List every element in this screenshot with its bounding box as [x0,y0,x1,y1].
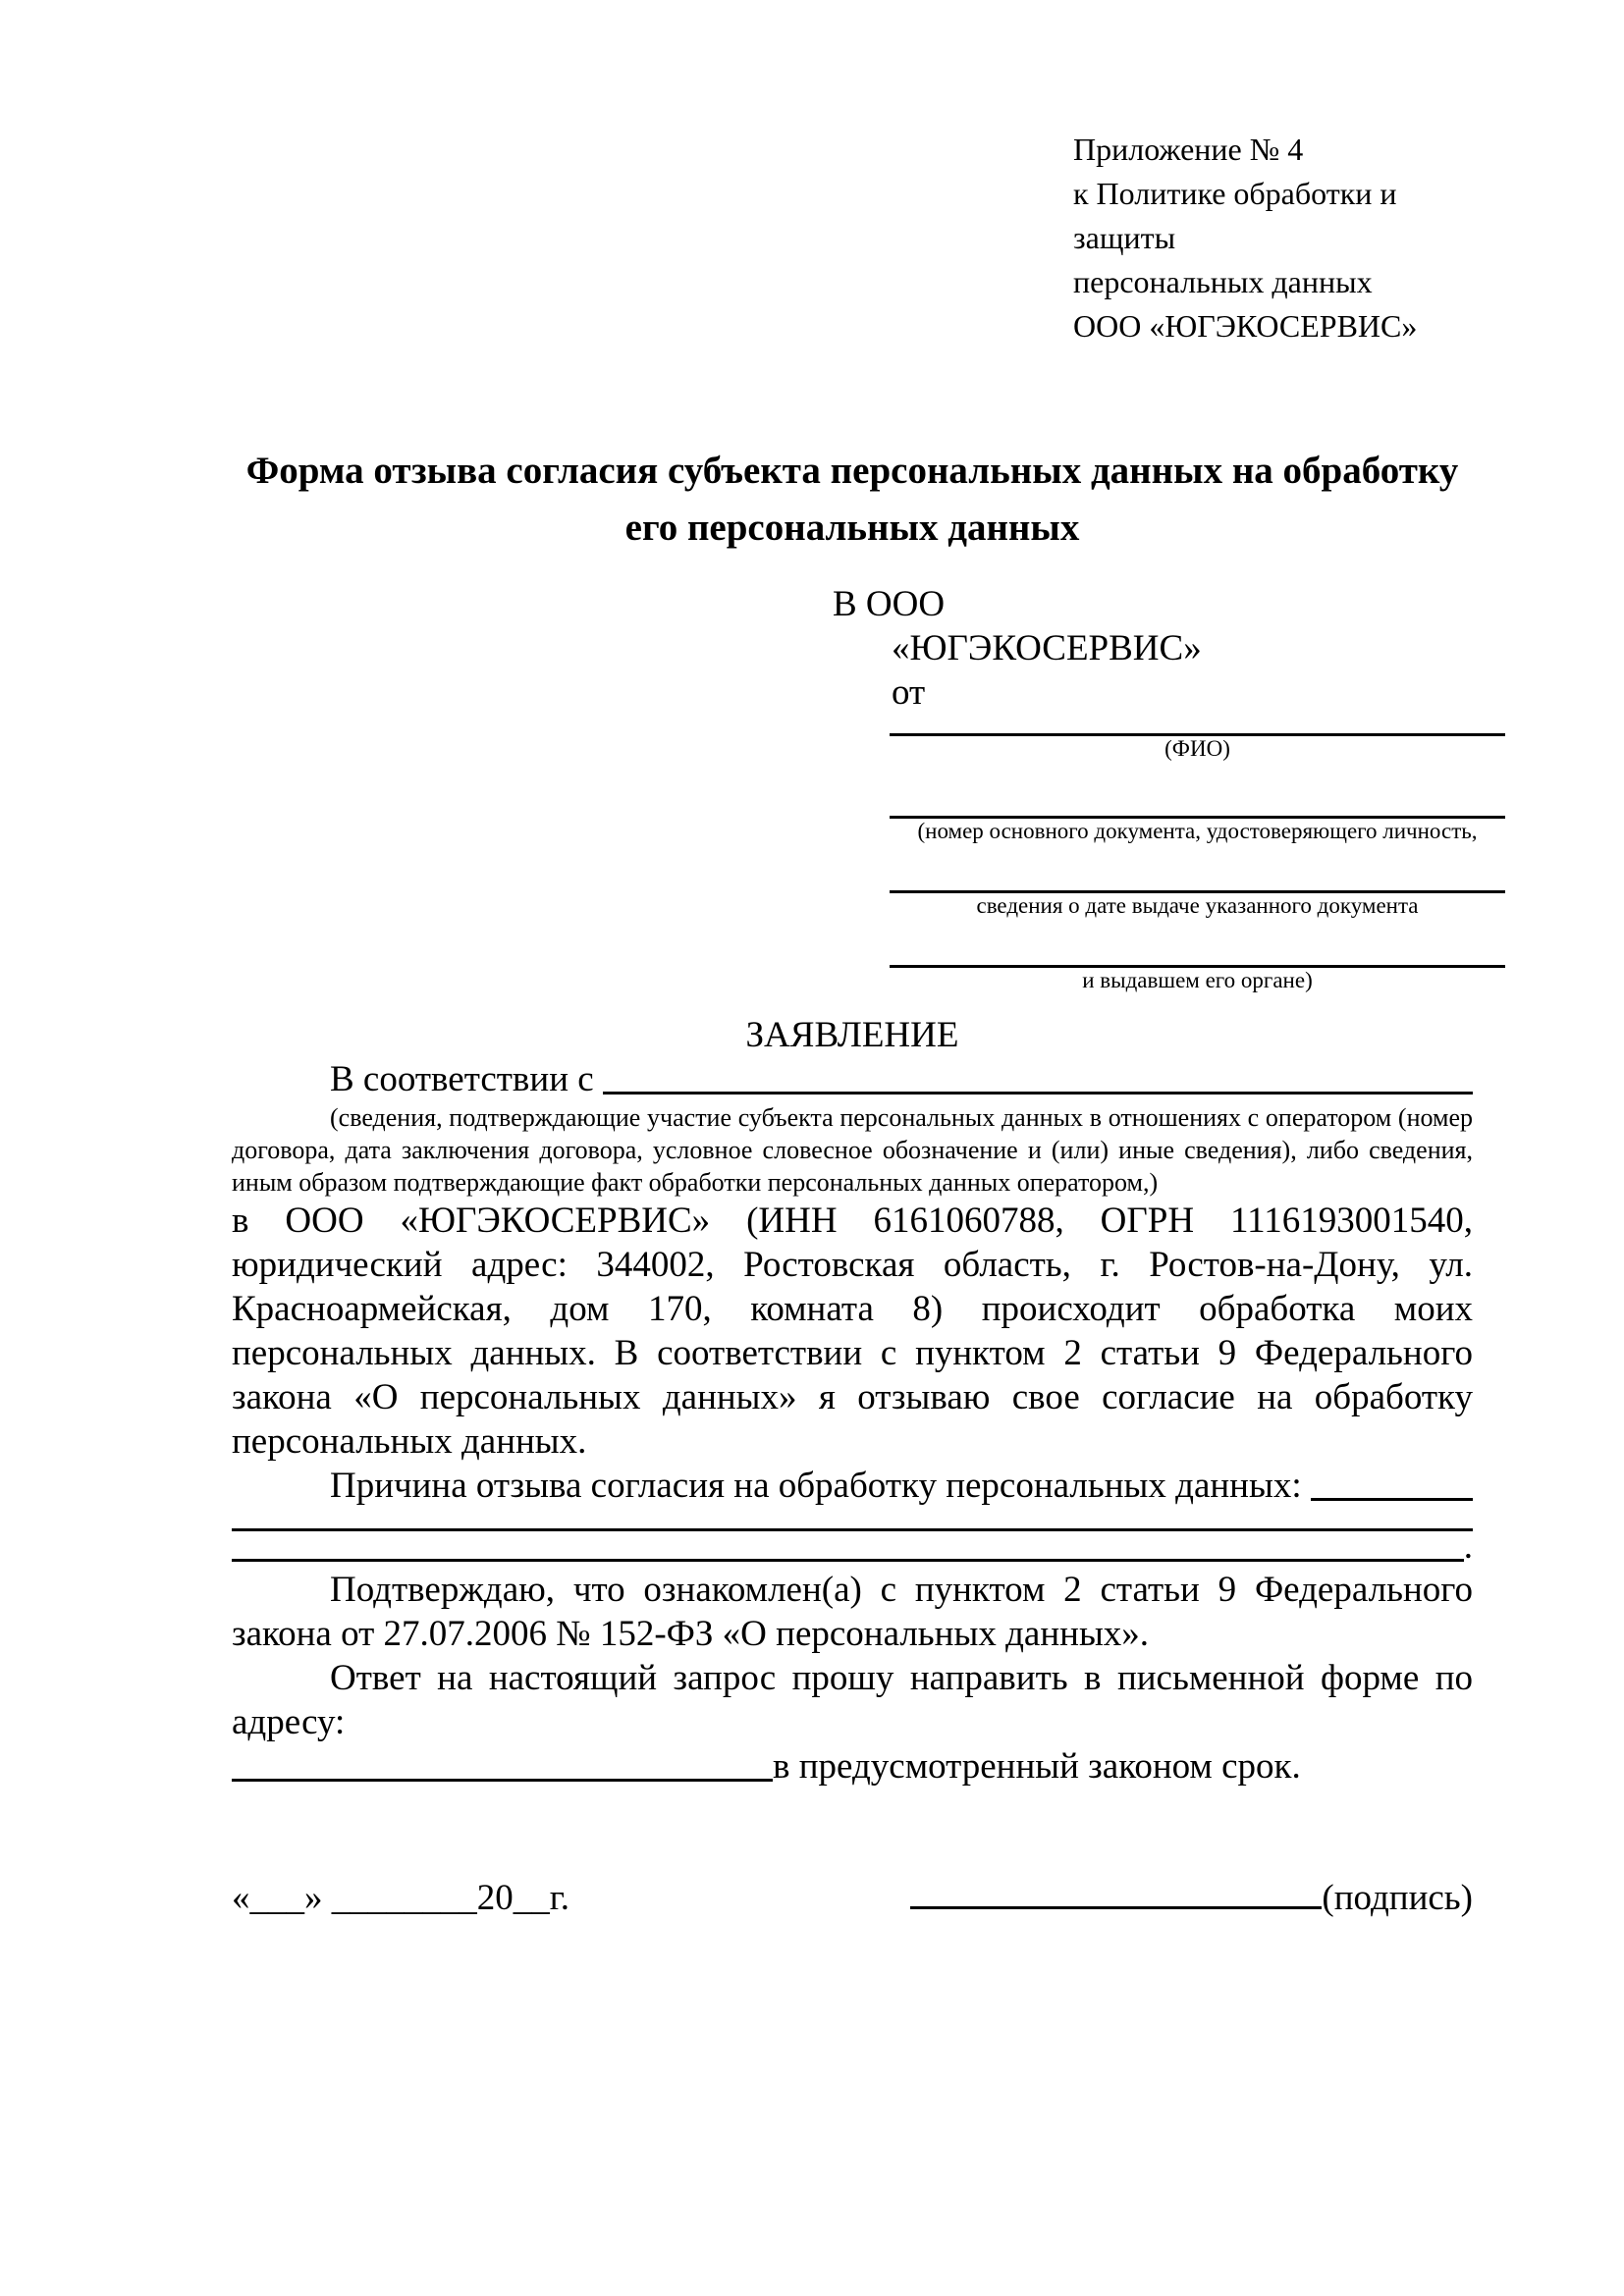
signature-group [910,1872,1473,1920]
confirmation-paragraph: Подтверждаю, что ознакомлен(а) с пунктом 2 статьи 9 Федерального закона от 27.07.2006 № 152-ФЗ «О персональных данных». [232,1570,1473,1654]
issuing-authority-blank-line [890,919,1505,968]
basis-intro-row [232,1057,1473,1101]
appendix-header-line: персональных данных [1073,264,1373,299]
basis-blank-line [603,1057,1473,1095]
date-blank: «___» ________20__г. [232,1878,570,1918]
document-number-blank-line [890,762,1505,819]
appendix-header-line: ООО «ЮГЭКОСЕРВИС» [1073,308,1418,344]
reason-terminator: . [1463,1526,1473,1567]
statement-heading: ЗАЯВЛЕНИЕ [745,1015,959,1055]
fio-blank-line [890,715,1505,736]
form-title: Форма отзыва согласия субъекта персональных данных на обработку его персональных данных [245,450,1459,549]
reason-blank-line-3-rule [232,1534,1464,1562]
response-address-blank-line [232,1744,773,1782]
date-signature-row [232,1872,1473,1920]
addressee-fields [890,715,1505,993]
appendix-header-line: Приложение № 4 [1073,132,1304,167]
response-deadline-text: в предусмотренный законом срок. [773,1746,1301,1787]
response-paragraph: Ответ на настоящий запрос прошу направить в письменной форме по адресу: [232,1658,1473,1742]
reason-label: Причина отзыва согласия на обработку персональных данных: [330,1466,1311,1506]
appendix-header-line: к Политике обработки и защиты [1073,176,1397,255]
issue-date-caption: сведения о дате выдаче указанного документа [976,893,1419,918]
issuing-authority-caption: и выдавшем его органе) [1082,968,1313,992]
document-number-caption: (номер основного документа, удостоверяющего личность, [917,819,1478,843]
addressee-org-name: «ЮГЭКОСЕРВИС» [892,628,1202,668]
response-address-row [232,1744,1473,1789]
basis-footnote: (сведения, подтверждающие участие субъекта персональных данных в отношениях с оператором (номер договора, дата заключения договора, условное словесное обозначение и (или) иные сведения), либо сведения, иным образом подтверждающие факт обработки персональных данных оператором,) [232,1103,1473,1197]
issue-date-blank-line [890,844,1505,893]
basis-intro-label: В соответствии с [330,1059,603,1099]
addressee-org-prefix: В ООО [833,584,946,624]
signature-blank-line [910,1872,1322,1909]
reason-row [232,1464,1473,1508]
reason-blank-line [1311,1464,1473,1501]
statement-body-paragraph: в ООО «ЮГЭКОСЕРВИС» (ИНН 6161060788, ОГРН 1116193001540, юридический адрес: 344002, Ростовская область, г. Ростов-на-Дону, ул. Красноармейская, дом 170, комната 8) происходит обработка моих персональных данных. В соответствии с пунктом 2 статьи 9 Федерального закона «О персональных данных» я отзываю свое согласие на обработку персональных данных. [232,1201,1473,1462]
signature-caption: (подпись) [1322,1878,1473,1918]
fio-caption: (ФИО) [1164,736,1230,761]
appendix-header [1073,128,1473,348]
reason-blank-line-2 [232,1508,1473,1531]
addressee-from-label: от [892,672,926,713]
addressee-block [833,582,1505,993]
reason-blank-line-3 [232,1526,1473,1567]
